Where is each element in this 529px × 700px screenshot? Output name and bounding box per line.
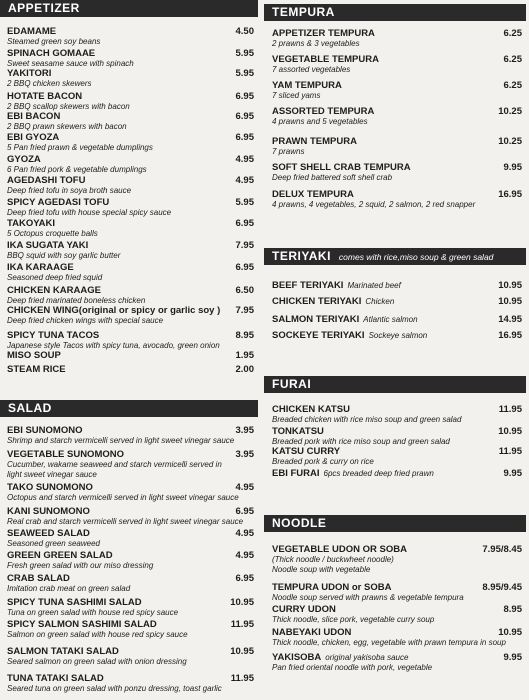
item-description: Deep fried chicken wings with special sauce xyxy=(7,316,164,325)
item-description: 2 BBQ chicken skewers xyxy=(7,79,92,88)
item-description: 6 Pan fried pork & vegetable dumplings xyxy=(7,165,147,174)
item-name-text: IKA KARAAGE xyxy=(7,262,74,273)
item-description: 5 Octopus croquette balls xyxy=(7,229,98,238)
salad-list xyxy=(0,0,258,700)
item-description: light sweet vinegar sauce xyxy=(7,469,97,479)
item-description: Breaded pork with rice miso soup and green salad xyxy=(272,437,450,446)
item-name-text: CHICKEN TERIYAKI xyxy=(272,296,362,307)
item-price: 11.95 xyxy=(498,446,522,457)
noodle-list xyxy=(264,0,526,700)
item-description: Imitation crab meat on green salad xyxy=(7,584,131,593)
menu-item xyxy=(272,582,522,603)
item-description: Deep fried tofu with house special spicy sauce xyxy=(7,208,172,217)
item-name-text: CURRY UDON xyxy=(272,604,336,615)
item-name-text: SPICY AGEDASI TOFU xyxy=(7,197,110,208)
item-name-text: SPICY TUNA SASHIMI SALAD xyxy=(7,597,142,608)
item-name-text: CHICKEN WING(original or spicy or garlic soy ) xyxy=(7,305,221,316)
menu-item xyxy=(7,528,254,549)
item-name-text: CHICKEN KATSU xyxy=(272,404,350,415)
item-name-text: DELUX TEMPURA xyxy=(272,189,354,200)
item-name-text: VEGETABLE UDON OR SOBA xyxy=(272,544,407,555)
item-name-text: VEGETABLE TEMPURA xyxy=(272,54,379,65)
item-price: 14.95 xyxy=(498,314,522,325)
item-name-text: CRAB SALAD xyxy=(7,573,70,584)
item-price: 5.95 xyxy=(235,48,254,59)
item-name-text: AGEDASHI TOFU xyxy=(7,175,86,186)
item-description: 5 Pan fried prawn & vegetable dumplings xyxy=(7,143,153,152)
menu-item xyxy=(7,597,254,618)
item-description: Sweet seasame sauce with spinach xyxy=(7,59,134,68)
item-description: Noodle soup served with prawns & vegetable tempura xyxy=(272,593,464,602)
item-name-text: KATSU CURRY xyxy=(272,446,341,457)
item-price: 6.25 xyxy=(503,28,522,39)
item-inline-desc: Sockeye salmon xyxy=(368,331,428,340)
item-name xyxy=(7,619,254,630)
item-description: Cucumber, wakame seaweed and starch vermicelli served in xyxy=(7,460,222,469)
menu-item xyxy=(7,550,254,571)
item-price: 9.95 xyxy=(503,162,522,173)
menu-item xyxy=(272,652,522,673)
item-price: 4.50 xyxy=(235,26,254,37)
item-price: 8.95 xyxy=(503,604,522,615)
item-price: 11.95 xyxy=(230,619,254,630)
item-name xyxy=(7,425,254,436)
furai-header: FURAI xyxy=(264,376,526,393)
item-price: 10.25 xyxy=(498,106,522,117)
item-description: Seared tuna on green salad with ponzu dressing, toast garlic xyxy=(7,684,222,693)
item-description: Thick noodle, slice pork, vegetable curry soup xyxy=(272,615,435,624)
item-name xyxy=(7,506,254,517)
item-description: 4 prawns and 5 vegetables xyxy=(272,117,368,126)
item-description: Fresh green salad with our miso dressing xyxy=(7,561,154,570)
item-description: Deep fried marinated boneless chicken xyxy=(7,296,146,305)
item-description: Noodle soup with vegetable xyxy=(272,564,371,574)
item-price: 1.95 xyxy=(235,350,254,361)
item-name-text: SPINACH GOMAAE xyxy=(7,48,96,59)
item-price: 8.95 xyxy=(235,330,254,341)
item-price: 7.95 xyxy=(235,240,254,251)
item-description: Real crab and starch vermicelli served in light sweet vinegar sauce xyxy=(7,517,244,526)
menu-item xyxy=(272,604,522,625)
item-name-text: SPICY TUNA TACOS xyxy=(7,330,100,341)
item-description: Seasoned green seaweed xyxy=(7,539,100,548)
item-name-text: SPICY SALMON SASHIMI SALAD xyxy=(7,619,157,630)
item-name-text: SEAWEED SALAD xyxy=(7,528,90,539)
item-name-text: CHICKEN KARAAGE xyxy=(7,285,101,296)
item-name-text: TONKATSU xyxy=(272,426,324,437)
item-name-text: SOFT SHELL CRAB TEMPURA xyxy=(272,162,411,173)
item-description: 2 BBQ scallop skewers with bacon xyxy=(7,102,130,111)
item-name xyxy=(7,646,254,657)
item-price: 10.95 xyxy=(498,426,522,437)
item-price: 9.95 xyxy=(503,468,522,479)
item-price: 10.95 xyxy=(498,627,522,638)
item-description: Thick noodle, chicken, egg, vegetable with prawn tempura in soup xyxy=(272,638,506,647)
item-price: 5.95 xyxy=(235,197,254,208)
item-description: BBQ squid with soy garlic butter xyxy=(7,251,121,260)
item-inline-desc: 6pcs breaded deep fried prawn xyxy=(323,469,434,478)
item-price: 6.95 xyxy=(235,111,254,122)
teriyaki-note: comes with rice,miso soup & green salad xyxy=(338,252,494,262)
item-description: Breaded chicken with rice miso soup and green salad xyxy=(272,415,462,424)
item-name xyxy=(7,482,254,493)
item-description: Octopus and starch vermicelli served in light sweet vinegar sauce xyxy=(7,493,239,502)
item-description: 4 prawns, 4 vegetables, 2 squid, 2 salmon, 2 red snapper xyxy=(272,200,476,209)
item-name-text: EBI BACON xyxy=(7,111,61,122)
item-name-text: TAKOYAKI xyxy=(7,218,56,229)
tempura-header: TEMPURA xyxy=(264,4,526,21)
item-name-text: BEEF TERIYAKI xyxy=(272,280,344,291)
item-price: 6.95 xyxy=(235,262,254,273)
item-name-text: TAKO SUNOMONO xyxy=(7,482,93,493)
item-name xyxy=(272,627,522,638)
item-price: 11.95 xyxy=(230,673,254,684)
item-name-text: MISO SOUP xyxy=(7,350,61,361)
menu-item xyxy=(7,506,254,527)
item-price: 6.25 xyxy=(503,80,522,91)
menu-item xyxy=(7,482,254,503)
item-price: 3.95 xyxy=(235,449,254,460)
menu-item xyxy=(7,646,254,667)
item-price: 16.95 xyxy=(498,189,522,200)
item-description: Salmon on green salad with house red spicy sauce xyxy=(7,630,188,639)
item-price: 9.95 xyxy=(503,652,522,663)
item-name xyxy=(7,597,254,608)
item-price: 2.00 xyxy=(235,364,254,375)
item-price: 10.95 xyxy=(230,597,254,608)
teriyaki-title: TERIYAKI xyxy=(272,249,331,263)
item-name-text: PRAWN TEMPURA xyxy=(272,136,357,147)
item-price: 7.95 xyxy=(235,305,254,316)
menu-item xyxy=(7,449,254,479)
item-description: 7 assorted vegetables xyxy=(272,65,351,74)
item-name-text: STEAM RICE xyxy=(7,364,66,375)
item-name-text: NABEYAKI UDON xyxy=(272,627,352,638)
item-name-text: EDAMAME xyxy=(7,26,57,37)
item-price: 6.95 xyxy=(235,91,254,102)
item-name-text: GYOZA xyxy=(7,154,41,165)
item-price: 6.50 xyxy=(235,285,254,296)
item-description: 2 BBQ prawn skewers with bacon xyxy=(7,122,127,131)
item-price: 8.95/9.45 xyxy=(482,582,522,593)
item-name-text: EBI FURAI xyxy=(272,468,320,479)
noodle-header: NOODLE xyxy=(264,515,526,532)
item-price: 6.95 xyxy=(235,573,254,584)
item-description: Japanese style Tacos with spicy tuna, avocado, green onion xyxy=(7,341,220,350)
item-name-text: SALMON TATAKI SALAD xyxy=(7,646,119,657)
item-price: 6.95 xyxy=(235,218,254,229)
item-name-text: KANI SUNOMONO xyxy=(7,506,90,517)
item-name-text: TEMPURA UDON or SOBA xyxy=(272,582,392,593)
item-price: 5.95 xyxy=(235,68,254,79)
item-description: 2 prawns & 3 vegetables xyxy=(272,39,360,48)
item-inline-desc: Marinated beef xyxy=(347,281,401,290)
item-name xyxy=(7,550,254,561)
item-name-text: ASSORTED TEMPURA xyxy=(272,106,375,117)
item-description: Pan fried oriental noodle with pork, vegetable xyxy=(272,663,433,672)
item-name-text: APPETIZER TEMPURA xyxy=(272,28,375,39)
item-description: 7 prawns xyxy=(272,147,305,156)
item-price: 7.95/8.45 xyxy=(482,544,522,555)
item-name-text: EBI SUNOMONO xyxy=(7,425,83,436)
menu-item xyxy=(7,573,254,594)
appetizer-header: APPETIZER xyxy=(0,0,258,17)
item-price: 6.25 xyxy=(503,54,522,65)
item-price: 4.95 xyxy=(235,175,254,186)
salad-header: SALAD xyxy=(0,400,258,417)
item-name xyxy=(7,528,254,539)
menu-item xyxy=(7,619,254,640)
item-name-text: HOTATE BACON xyxy=(7,91,83,102)
item-description: Seasoned deep fried squid xyxy=(7,273,103,282)
item-name xyxy=(272,652,522,663)
item-name-text: SALMON TERIYAKI xyxy=(272,314,360,325)
item-name-text: YAKISOBA xyxy=(272,652,322,663)
item-price: 6.95 xyxy=(235,506,254,517)
menu-item xyxy=(272,627,522,648)
item-name-text: TUNA TATAKI SALAD xyxy=(7,673,104,684)
item-price: 3.95 xyxy=(235,425,254,436)
item-description: (Thick noodle / buckwheet noodle) xyxy=(272,555,394,564)
item-name xyxy=(7,673,254,684)
item-price: 4.95 xyxy=(235,550,254,561)
item-name-text: SOCKEYE TERIYAKI xyxy=(272,330,365,341)
item-price: 11.95 xyxy=(498,404,522,415)
item-price: 10.25 xyxy=(498,136,522,147)
item-inline-desc: original yakisoba sauce xyxy=(325,653,409,662)
item-price: 16.95 xyxy=(498,330,522,341)
item-name-text: GREEN GREEN SALAD xyxy=(7,550,113,561)
item-description: Breaded pork & curry on rice xyxy=(272,457,374,466)
item-description: 7 sliced yams xyxy=(272,91,321,100)
item-price: 10.95 xyxy=(498,296,522,307)
item-description: Steamed green soy beans xyxy=(7,37,101,46)
menu-item xyxy=(7,425,254,446)
item-description: Deep fried battered soft shell crab xyxy=(272,173,393,182)
item-description: Tuna on green salad with house red spicy sauce xyxy=(7,608,179,617)
item-name-text: VEGETABLE SUNOMONO xyxy=(7,449,124,460)
item-name xyxy=(7,573,254,584)
item-name-text: YAKITORI xyxy=(7,68,52,79)
item-price: 6.95 xyxy=(235,132,254,143)
item-name-text: YAM TEMPURA xyxy=(272,80,342,91)
item-price: 10.95 xyxy=(498,280,522,291)
item-inline-desc: Chicken xyxy=(365,297,395,306)
item-description: Shrimp and starch vermicelli served in light sweet vinegar sauce xyxy=(7,436,235,445)
item-price: 4.95 xyxy=(235,482,254,493)
item-description: Deep fried tofu in soya broth sauce xyxy=(7,186,132,195)
item-name xyxy=(7,449,254,460)
item-name-text: EBI GYOZA xyxy=(7,132,60,143)
item-price: 4.95 xyxy=(235,154,254,165)
item-name xyxy=(272,604,522,615)
item-description: Seared salmon on green salad with onion dressing xyxy=(7,657,187,666)
item-price: 10.95 xyxy=(230,646,254,657)
menu-item xyxy=(272,544,522,574)
item-name-text: IKA SUGATA YAKI xyxy=(7,240,89,251)
item-price: 4.95 xyxy=(235,528,254,539)
menu-item xyxy=(7,673,254,694)
item-inline-desc: Atlantic salmon xyxy=(363,315,418,324)
